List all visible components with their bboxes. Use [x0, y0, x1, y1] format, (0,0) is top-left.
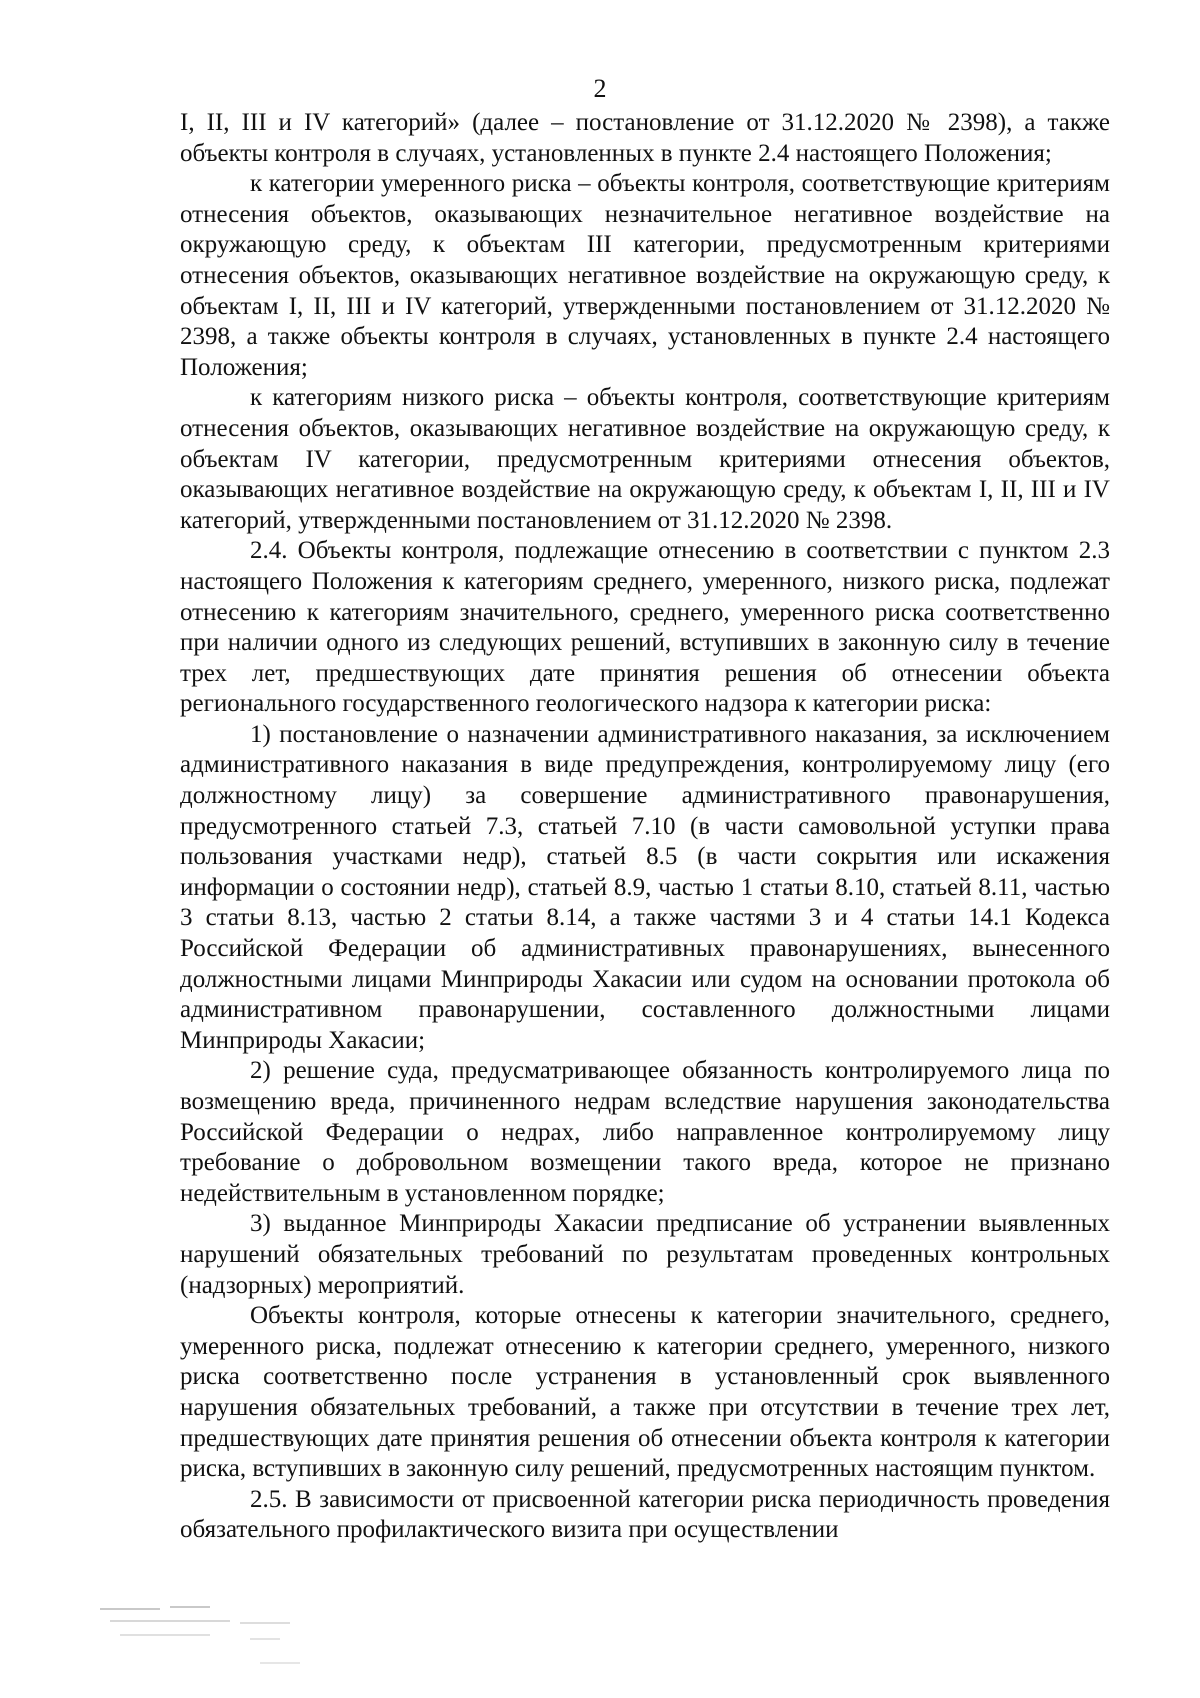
- paragraph-1: I, II, III и IV категорий» (далее – постановление от 31.12.2020 № 2398), а также объекты контроля в случаях, установленных в пункте 2.4 настоящего Положения;: [180, 109, 1110, 167]
- scan-artifact: [100, 1602, 320, 1672]
- paragraph-reclassification: Объекты контроля, которые отнесены к категории значительного, среднего, умеренного риска, подлежат отнесению к категории среднего, умеренного, низкого риска соответственно после устранения в установленный срок выявленного нарушения обязательных требований, а также при отсутствии в течение трех лет, предшествующих дате принятия решения об отнесении объекта контроля к категории риска, вступивших в законную силу решений, предусмотренных настоящим пунктом.: [180, 1302, 1110, 1483]
- paragraph-low-risk: к категориям низкого риска – объекты контроля, соответствующие критериям отнесения объектов, оказывающих негативное воздействие на окружающую среду, к объектам IV категории, предусмотренным критериями отнесения объектов, оказывающих негативное воздействие на окружающую среду, к объектам I, II, III и IV категорий, утвержденными постановлением от 31.12.2020 № 2398.: [180, 384, 1110, 534]
- paragraph-moderate-risk: к категории умеренного риска – объекты контроля, соответствующие критериям отнесения объектов, оказывающих незначительное негативное воздействие на окружающую среду, к объектам III категории, предусмотренным критериями отнесения объектов, оказывающих негативное воздействие на окружающую среду, к объектам I, II, III и IV категорий, утвержденными постановлением от 31.12.2020 № 2398, а также объекты контроля в случаях, установленных в пункте 2.4 настоящего Положения;: [180, 170, 1110, 381]
- page-number: 2: [593, 74, 607, 103]
- paragraph-item-3: 3) выданное Минприроды Хакасии предписание об устранении выявленных нарушений обязательных требований по результатам проведенных контрольных (надзорных) мероприятий.: [180, 1210, 1110, 1299]
- paragraph-item-2: 2) решение суда, предусматривающее обязанность контролируемого лица по возмещению вреда, причиненного недрам вследствие нарушения законодательства Российской Федерации о недрах, либо направленное контролируемому лицу требование о добровольном возмещении такого вреда, которое не признано недействительным в установленном порядке;: [180, 1057, 1110, 1207]
- document-body: [180, 108, 1110, 1546]
- paragraph-clause-2-4: 2.4. Объекты контроля, подлежащие отнесению в соответствии с пунктом 2.3 настоящего Положения к категориям среднего, умеренного, низкого риска, подлежат отнесению к категориям значительного, среднего, умеренного риска соответственно при наличии одного из следующих решений, вступивших в законную силу в течение трех лет, предшествующих дате принятия решения об отнесении объекта регионального государственного геологического надзора к категории риска:: [180, 537, 1110, 718]
- paragraph-item-1: 1) постановление о назначении административного наказания, за исключением административного наказания в виде предупреждения, контролируемому лицу (его должностному лицу) за совершение административного правонарушения, предусмотренного статьей 7.3, статьей 7.10 (в части самовольной уступки права пользования участками недр), статьей 8.5 (в части сокрытия или искажения информации о состоянии недр), статьей 8.9, частью 1 статьи 8.10, статьей 8.11, частью 3 статьи 8.13, частью 2 статьи 8.14, а также частями 3 и 4 статьи 14.1 Кодекса Российской Федерации об административных правонарушениях, вынесенного должностными лицами Минприроды Хакасии или судом на основании протокола об административном правонарушении, составленного должностными лицами Минприроды Хакасии;: [180, 720, 1110, 1054]
- paragraph-clause-2-5: 2.5. В зависимости от присвоенной категории риска периодичность проведения обязательного профилактического визита при осуществлении: [180, 1485, 1110, 1544]
